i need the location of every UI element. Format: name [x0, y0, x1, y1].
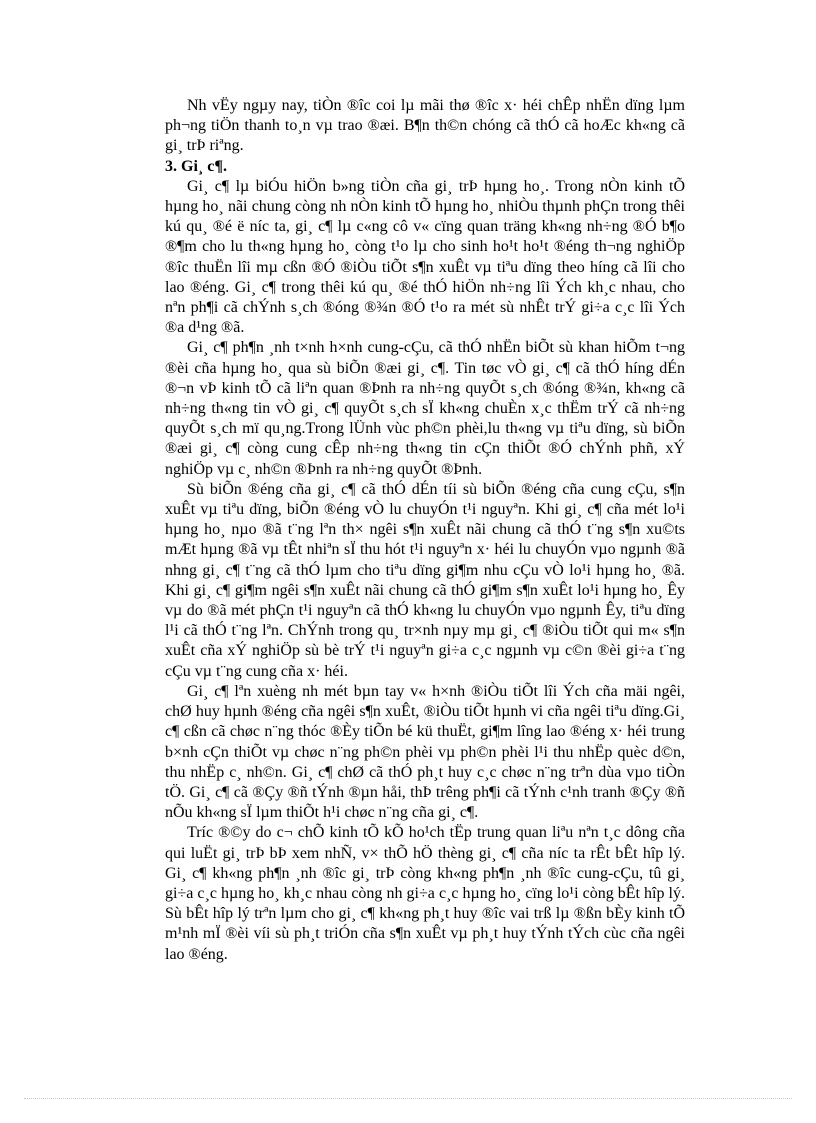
paragraph-price-fluctuation: Sù biÕn ®éng cña gi¸ c¶ cã thÓ dÉn tíi sù biÕn ®éng cña cung cÇu, s¶n xuÊt vµ tiªu dïng, biÕn ®éng vÒ lu chuyÓn t¹i nguyªn. Khi gi¸ c¶ cña mét lo¹i hµng ho¸ nµo ®ã t¨ng lªn th× ngêi s¶n xuÊt nãi chung cã thÓ t¨ng s¶n xu©ts mÆt hµng ®ã vµ tÊt nhiªn sÏ thu hót t¹i nguyªn x· héi lu chuyÓn vµo ngµnh ®ã nhng gi¸ c¶ t¨ng cã thÓ lµm cho tiªu dïng gi¶m nhu cÇu vÒ lo¹i hµng ho¸ ®ã. Khi gi¸ c¶ gi¶m ngêi s¶n xuÊt nãi chung cã thÓ gi¶m s¶n xuÊt lo¹i hµng ho¸ Êy vµ do ®ã mét phÇn t¹i nguyªn cã thÓ kh«ng lu chuyÓn vµo ngµnh Êy, tiªu dïng l¹i cã thÓ t¨ng lªn. ChÝnh trong qu¸ tr×nh nµy mµ gi¸ c¶ ®iÒu tiÕt qui m« s¶n xuÊt cña xÝ nghiÖp sù bè trÝ t¹i nguyªn gi÷a c¸c ngµnh vµ c©n ®èi gi÷a t¨ng cÇu vµ t¨ng cung cña x· héi.	[165, 480, 685, 680]
paragraph-price-definition: Gi¸ c¶ lµ biÓu hiÖn b»ng tiÒn cña gi¸ trÞ hµng ho¸. Trong nÒn kinh tÕ hµng ho¸ nãi chung còng nh nÒn kinh tÕ hµng ho¸ nhiÒu thµnh phÇn trong thêi kú qu¸ ®é ë níc ta, gi¸ c¶ lµ c«ng cô v« cïng quan träng kh«ng nh÷ng ®Ó b¶o ®¶m cho lu th«ng hµng ho¸ còng t¹o lµ cho sinh ho¹t ho¹t ®éng th¬ng nghiÖp ®îc thuËn lîi mµ cßn ®Ó ®iÒu tiÕt s¶n xuÊt vµ tiªu dïng theo híng cã lîi cho lao ®éng. Gi¸ c¶ trong thêi kú qu¸ ®é thÓ hiÖn nh÷ng lîi Ých kh¸c nhau, cho nªn ph¶i cã chÝnh s¸ch ®óng ®¾n ®Ó t¹o ra mét sù nhÊt trÝ gi÷a c¸c lîi Ých ®a d¹ng ®ã.	[165, 177, 685, 337]
section-heading-price: 3. Gi¸ c¶.	[165, 157, 227, 175]
paragraph-planned-economy: Tríc ®©y do c¬ chÕ kinh tÕ kÕ ho¹ch tËp trung quan liªu nªn t¸c dông cña qui luËt gi¸ trÞ bÞ xem nhÑ, v× thÕ hÖ thèng gi¸ c¶ cña níc ta rÊt bÊt hîp lý. Gi¸ c¶ kh«ng ph¶n ¸nh ®îc gi¸ trÞ còng kh«ng ph¶n ¸nh ®îc cung-cÇu, tû gi¸ gi÷a c¸c hµng ho¸ kh¸c nhau còng nh gi÷a c¸c hµng ho¸ cïng lo¹i còng bÊt hîp lý. Sù bÊt hîp lý trªn lµm cho gi¸ c¶ kh«ng ph¸t huy ®îc vai trß lµ ®ßn bÈy kinh tÕ m¹nh mÏ ®èi víi sù ph¸t triÓn cña s¶n xuÊt vµ ph¸t huy tÝnh tÝch cùc cña ngêi lao ®éng.	[165, 824, 685, 963]
document-body	[165, 96, 685, 965]
paragraph-price-supply-demand: Gi¸ c¶ ph¶n ¸nh t×nh h×nh cung-cÇu, cã thÓ nhËn biÕt sù khan hiÕm t¬ng ®èi cña hµng ho¸ qua sù biÕn ®æi gi¸ c¶. Tin tøc vÒ gi¸ c¶ cã thÓ híng dÉn ®¬n vÞ kinh tÕ cã liªn quan ®Þnh ra nh÷ng quyÕt s¸ch ®óng ®¾n, kh«ng cã nh÷ng th«ng tin vÒ gi¸ c¶ quyÕt s¸ch sÏ kh«ng chuÈn x¸c thËm trÝ cã nh÷ng quyÕt s¸ch mï qu¸ng.Trong lÜnh vùc ph©n phèi,lu th«ng vµ tiªu dïng, sù biÕn ®æi gi¸ c¶ còng cung cÊp nh÷ng th«ng tin cÇn thiÕt ®Ó chÝnh phñ, xÝ nghiÖp vµ c¸ nh©n ®Þnh ra nh÷ng quyÕt ®Þnh.	[165, 339, 685, 478]
paragraph-money: Nh vËy ngµy nay, tiÒn ®îc coi lµ mãi thø ®îc x· héi chÊp nhËn dïng lµm ph¬ng tiÖn thanh to¸n vµ trao ®æi. B¶n th©n chóng cã thÓ cã hoÆc kh«ng cã gi¸ trÞ riªng.	[165, 97, 685, 155]
footer-divider	[24, 1098, 792, 1099]
paragraph-invisible-hand: Gi¸ c¶ lªn xuèng nh mét bµn tay v« h×nh ®iÒu tiÕt lîi Ých cña mäi ngêi, chØ huy hµnh ®éng cña ngêi s¶n xuÊt, ®iÒu tiÕt hµnh vi cña ngêi tiªu dïng.Gi¸ c¶ cßn cã chøc n¨ng thóc ®Èy tiÕn bé kü thuËt, gi¶m lîng lao ®éng x· héi trung b×nh cÇn thiÕt vµ chøc n¨ng ph©n phèi vµ ph©n phèi l¹i thu nhËp quèc d©n, thu nhËp c¸ nh©n. Gi¸ c¶ chØ cã thÓ ph¸t huy c¸c chøc n¨ng trªn dùa vµo tiÒn tÖ. Gi¸ c¶ cã ®Çy ®ñ tÝnh ®µn håi, thÞ trêng ph¶i cã tÝnh c¹nh tranh ®Çy ®ñ nÕu kh«ng sÏ lµm thiÕt h¹i chøc n¨ng cña gi¸ c¶.	[165, 682, 685, 822]
